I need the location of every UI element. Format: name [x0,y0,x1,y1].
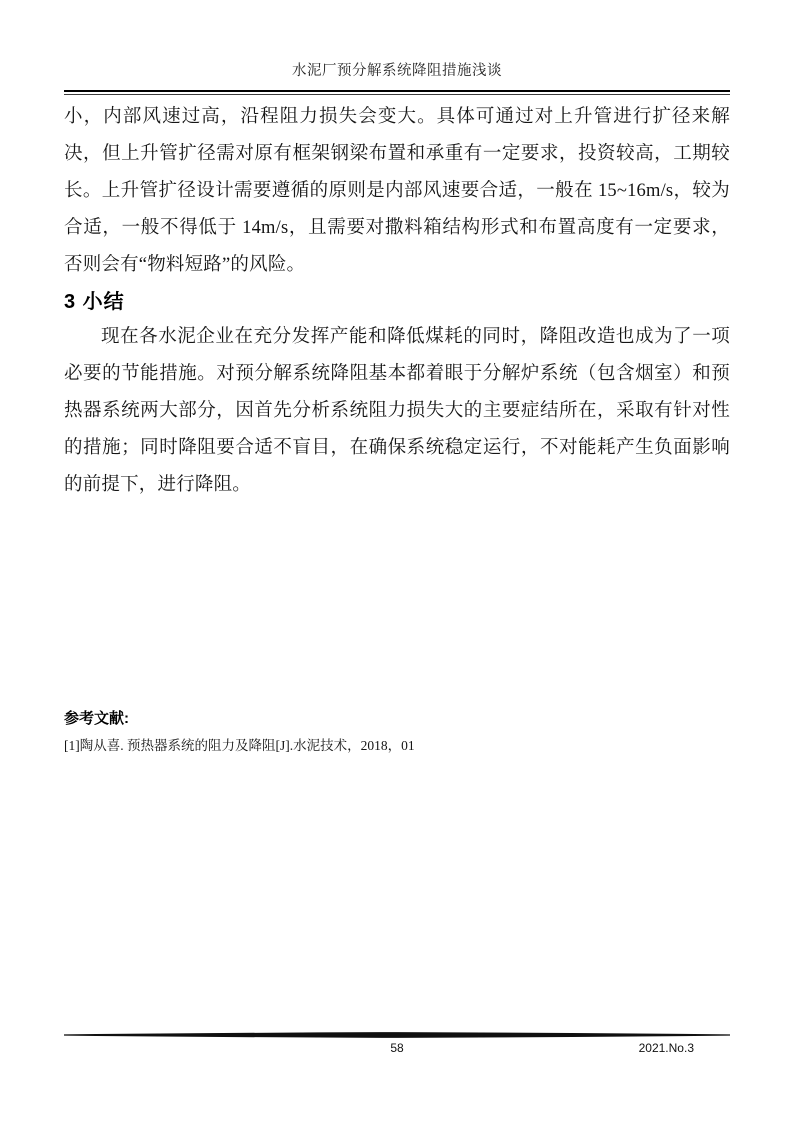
reference-entry: [1]陶从喜. 预热器系统的阻力及降阻[J].水泥技术，2018，01 [64,738,415,753]
paragraph-riser-duct: 小，内部风速过高，沿程阻力损失会变大。具体可通过对上升管进行扩径来解决，但上升管扩径需对原有框架钢梁布置和承重有一定要求，投资较高，工期较长。上升管扩径设计需要遵循的原则是内部风速要合适，一般在 15~16m/s，较为合适，一般不得低于 14m/s，且需要对撒料箱结构形式和布置高度有一定要求，否则会有“物料短路”的风险。 [64,107,730,275]
section-heading-summary: 3 小结 [64,291,125,313]
footer-text-row [64,1041,730,1056]
page-content [64,0,730,504]
header-rule [64,90,730,95]
page-footer [64,1031,730,1056]
references-section [64,708,730,754]
footer-tapered-rule [64,1031,730,1039]
paragraph-summary: 现在各水泥企业在充分发挥产能和降低煤耗的同时，降阻改造也成为了一项必要的节能措施。对预分解系统降阻基本都着眼于分解炉系统（包含烟室）和预热器系统两大部分，因首先分析系统阻力损失大的主要症结所在，采取有针对性的措施；同时降阻要合适不盲目，在确保系统稳定运行，不对能耗产生负面影响的前提下，进行降阻。 [64,327,730,495]
page-number: 58 [390,1041,404,1055]
running-header-title: 水泥厂预分解系统降阻措施浅谈 [292,63,502,79]
references-heading: 参考文献: [64,710,129,727]
issue-label: 2021.No.3 [638,1041,694,1055]
